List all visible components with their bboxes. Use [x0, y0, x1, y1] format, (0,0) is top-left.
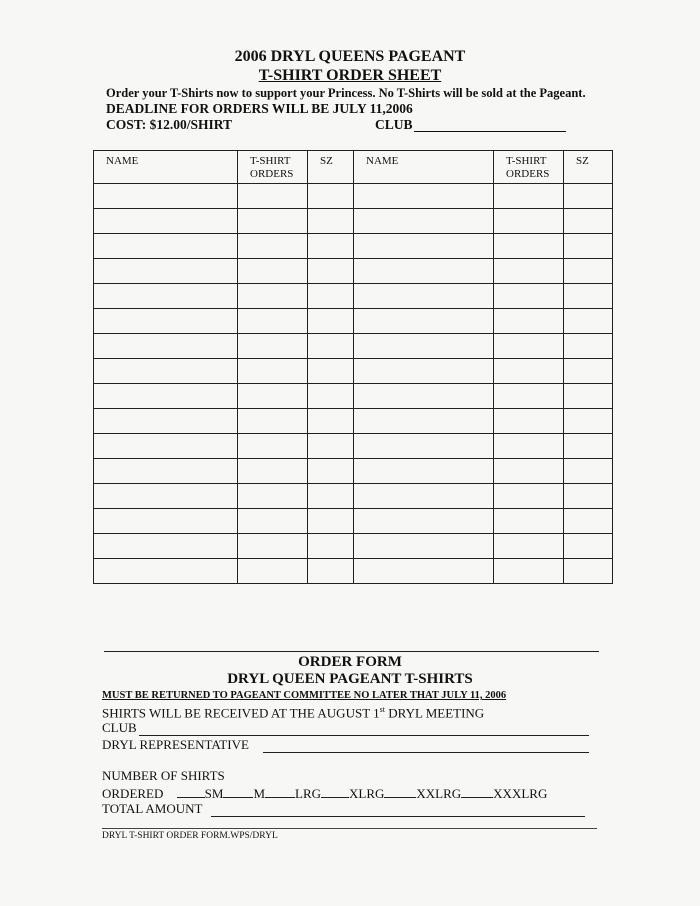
table-cell[interactable] [94, 259, 238, 284]
table-row [94, 259, 613, 284]
table-row [94, 459, 613, 484]
table-cell[interactable] [354, 259, 494, 284]
footer-text: DRYL T-SHIRT ORDER FORM.WPS/DRYL [102, 831, 278, 841]
table-cell[interactable] [308, 509, 354, 534]
table-row [94, 359, 613, 384]
table-row [94, 334, 613, 359]
table-cell[interactable] [94, 334, 238, 359]
table-cell[interactable] [494, 284, 564, 309]
form-club-field[interactable] [139, 735, 589, 736]
table-cell[interactable] [494, 234, 564, 259]
table-cell[interactable] [94, 384, 238, 409]
table-cell[interactable] [494, 384, 564, 409]
page-subtitle: T-SHIRT ORDER SHEET [258, 67, 442, 84]
table-cell[interactable] [354, 334, 494, 359]
table-cell[interactable] [494, 259, 564, 284]
column-header: T-SHIRT ORDERS [494, 151, 564, 184]
table-cell[interactable] [564, 534, 613, 559]
table-cell[interactable] [238, 334, 308, 359]
table-cell[interactable] [564, 559, 613, 584]
table-cell[interactable] [238, 509, 308, 534]
table-row [94, 184, 613, 209]
table-cell[interactable] [94, 309, 238, 334]
table-cell[interactable] [494, 184, 564, 209]
received-text: SHIRTS WILL BE RECEIVED AT THE AUGUST 1st DRYL MEETING [102, 705, 485, 721]
table-cell[interactable] [308, 434, 354, 459]
table-cell[interactable] [238, 309, 308, 334]
table-cell[interactable] [494, 509, 564, 534]
table-row [94, 509, 613, 534]
order-form-title: ORDER FORM [298, 654, 402, 670]
table-cell[interactable] [354, 234, 494, 259]
representative-label: DRYL REPRESENTATIVE [102, 737, 249, 752]
club-field[interactable] [414, 131, 566, 132]
ordered-label: ORDERED [102, 786, 164, 801]
table-row [94, 209, 613, 234]
table-cell[interactable] [238, 484, 308, 509]
table-cell[interactable] [354, 484, 494, 509]
deadline-text: DEADLINE FOR ORDERS WILL BE JULY 11,2006 [106, 101, 413, 116]
size-label: XXXLRG [493, 786, 548, 801]
table-cell[interactable] [94, 359, 238, 384]
table-cell[interactable] [564, 459, 613, 484]
table-cell[interactable] [94, 409, 238, 434]
table-cell[interactable] [564, 184, 613, 209]
total-amount-label: TOTAL AMOUNT [102, 801, 203, 816]
order-form-subtitle: DRYL QUEEN PAGEANT T-SHIRTS [227, 671, 473, 687]
table-cell[interactable] [308, 459, 354, 484]
table-cell[interactable] [354, 534, 494, 559]
table-cell[interactable] [564, 484, 613, 509]
table-cell[interactable] [354, 284, 494, 309]
table-row [94, 434, 613, 459]
table-cell[interactable] [308, 334, 354, 359]
number-of-shirts-label: NUMBER OF SHIRTS [102, 768, 225, 783]
table-cell[interactable] [494, 434, 564, 459]
table-cell[interactable] [238, 559, 308, 584]
table-row [94, 559, 613, 584]
table-cell[interactable] [564, 384, 613, 409]
return-deadline-text: MUST BE RETURNED TO PAGEANT COMMITTEE NO LATER THAT JULY 11, 2006 [102, 690, 507, 701]
table-row [94, 484, 613, 509]
table-cell[interactable] [354, 209, 494, 234]
xxxlrg-quantity-field[interactable] [461, 785, 493, 798]
instructions-text: Order your T-Shirts now to support your Princess. No T-Shirts will be sold at the Pageant. [106, 86, 586, 100]
table-cell[interactable] [564, 434, 613, 459]
table-cell[interactable] [564, 334, 613, 359]
table-cell[interactable] [494, 334, 564, 359]
table-row [94, 409, 613, 434]
table-cell[interactable] [308, 284, 354, 309]
column-header: NAME [354, 151, 494, 184]
table-cell[interactable] [94, 234, 238, 259]
size-label: XXLRG [416, 786, 462, 801]
size-label: LRG [295, 786, 321, 801]
table-cell[interactable] [94, 559, 238, 584]
table-cell[interactable] [94, 534, 238, 559]
table-cell[interactable] [564, 359, 613, 384]
representative-field[interactable] [263, 752, 589, 753]
order-table-body [94, 184, 613, 584]
table-header-row [94, 151, 613, 184]
club-label: CLUB [375, 117, 413, 132]
table-cell[interactable] [94, 434, 238, 459]
table-row [94, 284, 613, 309]
table-cell[interactable] [564, 234, 613, 259]
table-cell[interactable] [354, 184, 494, 209]
table-cell[interactable] [94, 284, 238, 309]
table-cell[interactable] [494, 484, 564, 509]
table-cell[interactable] [238, 459, 308, 484]
table-cell[interactable] [238, 234, 308, 259]
table-cell[interactable] [308, 209, 354, 234]
table-cell[interactable] [564, 209, 613, 234]
column-header: NAME [94, 151, 238, 184]
table-cell[interactable] [354, 434, 494, 459]
xlrg-quantity-field[interactable] [321, 785, 349, 798]
table-cell[interactable] [238, 434, 308, 459]
table-cell[interactable] [238, 259, 308, 284]
table-cell[interactable] [94, 459, 238, 484]
table-cell[interactable] [308, 359, 354, 384]
table-cell[interactable] [238, 284, 308, 309]
table-cell[interactable] [94, 184, 238, 209]
table-cell[interactable] [564, 309, 613, 334]
table-cell[interactable] [94, 209, 238, 234]
table-cell[interactable] [354, 459, 494, 484]
table-row [94, 234, 613, 259]
table-cell[interactable] [494, 534, 564, 559]
size-label: M [253, 786, 265, 801]
table-cell[interactable] [308, 384, 354, 409]
table-cell[interactable] [494, 459, 564, 484]
column-header: T-SHIRT ORDERS [238, 151, 308, 184]
section-divider [104, 651, 599, 652]
sm-quantity-field[interactable] [177, 785, 205, 798]
table-cell[interactable] [238, 534, 308, 559]
table-cell[interactable] [238, 209, 308, 234]
table-cell[interactable] [354, 359, 494, 384]
table-cell[interactable] [564, 509, 613, 534]
table-cell[interactable] [494, 359, 564, 384]
table-cell[interactable] [354, 384, 494, 409]
table-cell[interactable] [308, 234, 354, 259]
xxlrg-quantity-field[interactable] [384, 785, 416, 798]
table-cell[interactable] [94, 509, 238, 534]
footer-divider [102, 828, 597, 829]
size-label: SM [204, 786, 224, 801]
table-cell[interactable] [564, 284, 613, 309]
column-header: SZ [564, 151, 613, 184]
table-cell[interactable] [238, 384, 308, 409]
m-quantity-field[interactable] [223, 785, 253, 798]
table-cell[interactable] [494, 559, 564, 584]
table-cell[interactable] [238, 184, 308, 209]
table-cell[interactable] [354, 409, 494, 434]
table-cell[interactable] [308, 259, 354, 284]
table-row [94, 534, 613, 559]
sizes-row [102, 785, 547, 802]
table-cell[interactable] [564, 409, 613, 434]
table-cell[interactable] [308, 409, 354, 434]
table-cell[interactable] [354, 559, 494, 584]
table-cell[interactable] [494, 309, 564, 334]
size-label: XLRG [349, 786, 385, 801]
table-cell[interactable] [308, 484, 354, 509]
table-cell[interactable] [308, 184, 354, 209]
page-title: 2006 DRYL QUEENS PAGEANT [234, 48, 466, 65]
table-row [94, 384, 613, 409]
table-row [94, 309, 613, 334]
table-cell[interactable] [308, 309, 354, 334]
table-cell[interactable] [308, 534, 354, 559]
column-header: SZ [308, 151, 354, 184]
order-table [93, 150, 613, 584]
form-club-label: CLUB [102, 720, 137, 735]
table-cell[interactable] [494, 409, 564, 434]
table-cell[interactable] [354, 509, 494, 534]
table-cell[interactable] [494, 209, 564, 234]
lrg-quantity-field[interactable] [265, 785, 295, 798]
total-amount-field[interactable] [211, 816, 585, 817]
cost-text: COST: $12.00/SHIRT [106, 117, 233, 132]
table-cell[interactable] [94, 484, 238, 509]
table-cell[interactable] [354, 309, 494, 334]
table-cell[interactable] [238, 409, 308, 434]
table-cell[interactable] [564, 259, 613, 284]
table-cell[interactable] [308, 559, 354, 584]
table-cell[interactable] [238, 359, 308, 384]
